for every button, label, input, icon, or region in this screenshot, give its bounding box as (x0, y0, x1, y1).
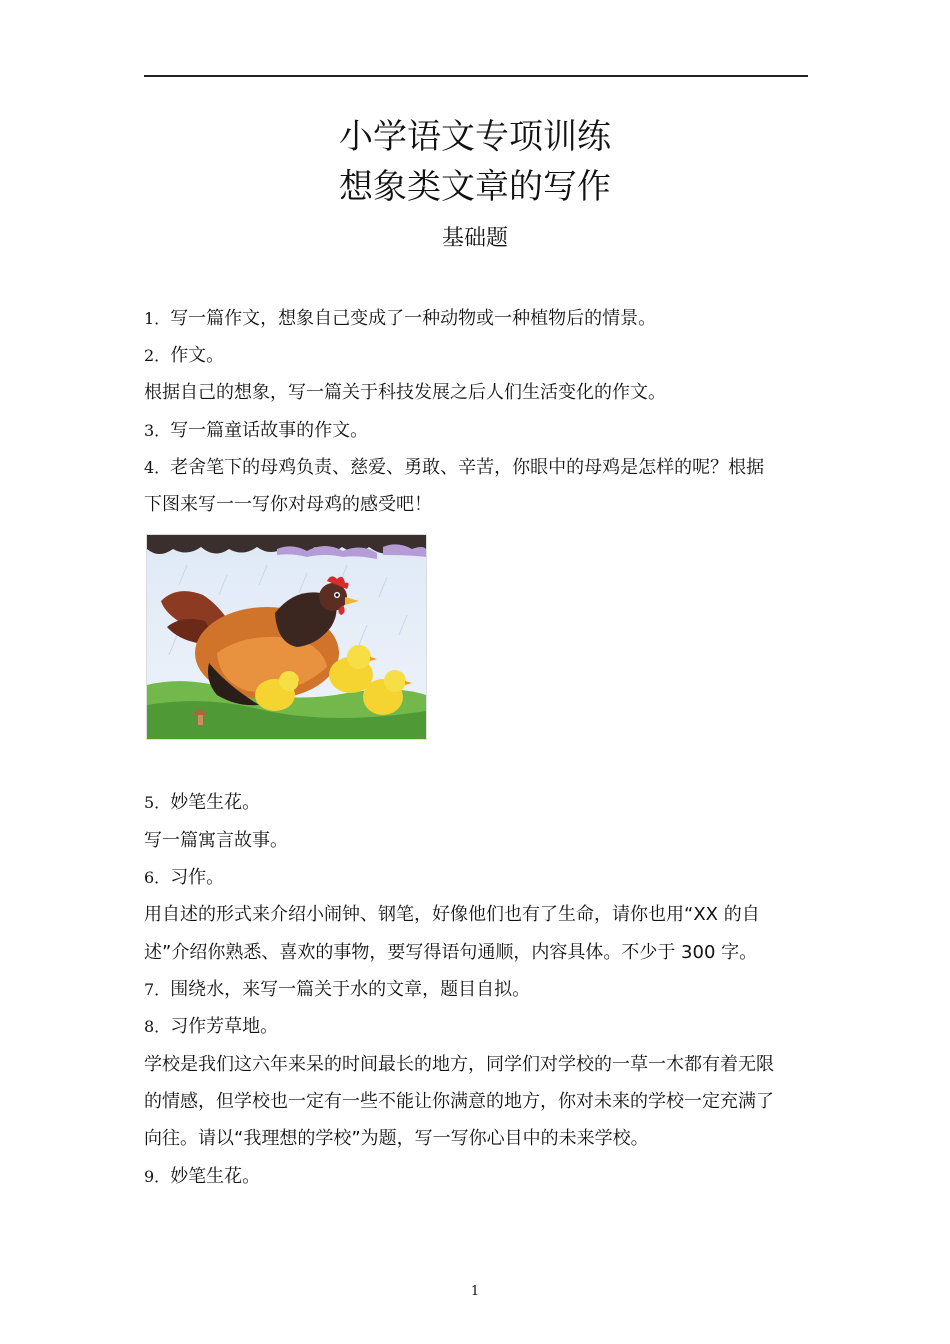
question-text: 习作。 (170, 867, 225, 888)
question-6 (144, 865, 814, 891)
question-6-body-line2: 述”介绍你熟悉、喜欢的事物，要写得语句通顺，内容具体。不少于 300 字。 (144, 942, 758, 963)
question-number: 8． (144, 1017, 171, 1036)
section-heading: 基础题 (441, 226, 508, 251)
question-5-body: 写一篇寓言故事。 (144, 830, 288, 851)
question-text: 习作芳草地。 (170, 1016, 279, 1037)
question-number: 2． (144, 346, 171, 365)
question-8-body-line2: 的情感，但学校也一定有一些不能让你满意的地方，你对未来的学校一定充满了 (144, 1091, 774, 1112)
question-7 (144, 977, 814, 1003)
question-number: 7． (144, 980, 171, 999)
page-number: 1 (470, 1284, 480, 1299)
question-number: 3． (144, 421, 171, 440)
question-8-body: 学校是我们这六年来呆的时间最长的地方，同学们对学校的一草一木都有着无限 (144, 1054, 774, 1075)
question-6-body: 用自述的形式来介绍小闹钟、钢笔，好像他们也有了生命，请你也用“XX 的自 (144, 904, 760, 925)
question-3 (144, 418, 814, 444)
question-number: 1． (144, 309, 171, 328)
question-2-body: 根据自己的想象，写一篇关于科技发展之后人们生活变化的作文。 (144, 382, 666, 403)
question-text: 写一篇童话故事的作文。 (170, 420, 369, 441)
page-title: 小学语文专项训练 (339, 117, 611, 157)
question-text: 妙笔生花。 (170, 1166, 261, 1187)
question-8-body-line3: 向往。请以“我理想的学校”为题，写一写你心目中的未来学校。 (144, 1128, 649, 1149)
question-number: 4． (144, 458, 171, 477)
question-text: 老舍笔下的母鸡负责、慈爱、勇敢、辛苦，你眼中的母鸡是怎样的呢？根据 (170, 457, 765, 478)
question-number: 9． (144, 1167, 171, 1186)
question-text: 写一篇作文，想象自己变成了一种动物或一种植物后的情景。 (170, 308, 657, 329)
question-number: 5． (144, 793, 171, 812)
question-8 (144, 1014, 814, 1040)
question-text: 围绕水，来写一篇关于水的文章，题目自拟。 (170, 979, 531, 1000)
hen-and-chicks-illustration (146, 534, 427, 740)
question-number: 6． (144, 868, 171, 887)
header-rule (144, 75, 808, 77)
question-text: 妙笔生花。 (170, 792, 261, 813)
page-title-line2: 想象类文章的写作 (339, 167, 611, 207)
question-2 (144, 343, 814, 369)
question-5 (144, 790, 814, 816)
question-text: 作文。 (170, 345, 225, 366)
question-4-line2: 下图来写一一写你对母鸡的感受吧！ (144, 494, 432, 515)
question-1 (144, 306, 814, 332)
question-9 (144, 1164, 814, 1190)
question-4 (144, 455, 814, 481)
